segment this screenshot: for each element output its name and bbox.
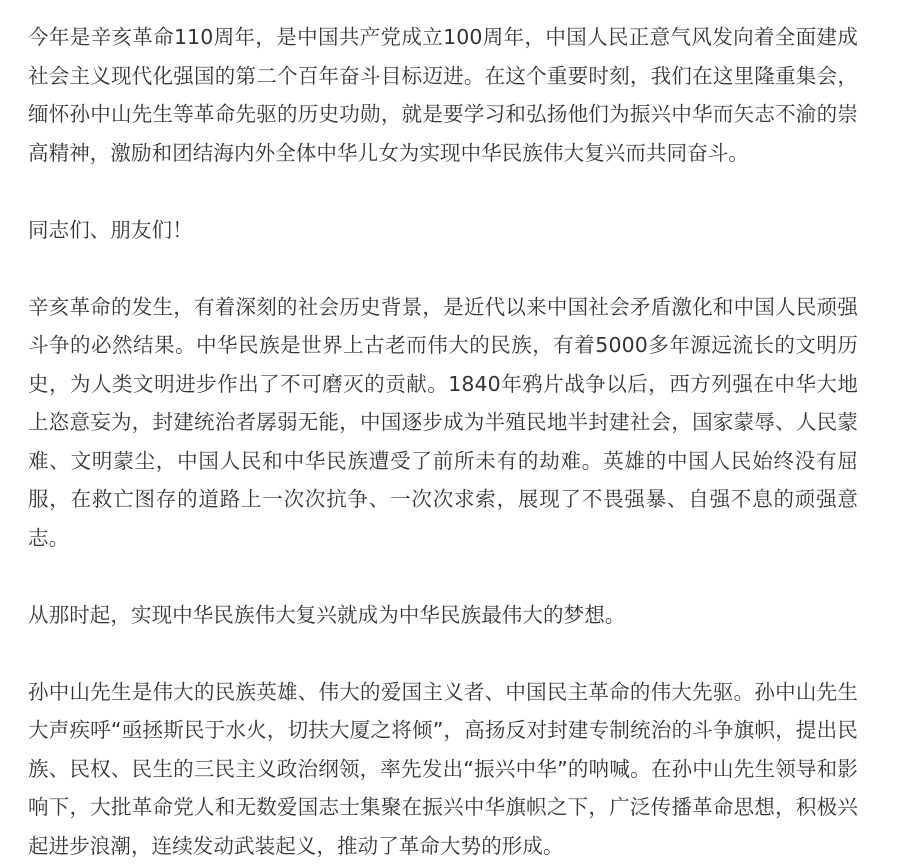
article-body xyxy=(28,18,858,865)
paragraph-sun-yat-sen: 孙中山先生是伟大的民族英雄、伟大的爱国主义者、中国民主革命的伟大先驱。孙中山先生大声疾呼“亟拯斯民于水火，切扶大厦之将倾”，高扬反对封建专制统治的斗争旗帜，提出民族、民权、民生的三民主义政治纲领，率先发出“振兴中华”的呐喊。在孙中山先生领导和影响下，大批革命党人和无数爱国志士集聚在振兴中华旗帜之下，广泛传播革命思想，积极兴起进步浪潮，连续发动武装起义，推动了革命大势的形成。 xyxy=(28,673,858,865)
paragraph-historical-background: 辛亥革命的发生，有着深刻的社会历史背景，是近代以来中国社会矛盾激化和中国人民顽强斗争的必然结果。中华民族是世界上古老而伟大的民族，有着5000多年源远流长的文明历史，为人类文明进步作出了不可磨灭的贡献。1840年鸦片战争以后，西方列强在中华大地上恣意妄为，封建统治者孱弱无能，中国逐步成为半殖民地半封建社会，国家蒙辱、人民蒙难、文明蒙尘，中国人民和中华民族遭受了前所未有的劫难。英雄的中国人民始终没有屈服，在救亡图存的道路上一次次抗争、一次次求索，展现了不畏强暴、自强不息的顽强意志。 xyxy=(28,288,858,558)
paragraph-greeting: 同志们、朋友们！ xyxy=(28,211,858,250)
paragraph-national-dream: 从那时起，实现中华民族伟大复兴就成为中华民族最伟大的梦想。 xyxy=(28,596,858,635)
paragraph-anniversary: 今年是辛亥革命110周年，是中国共产党成立100周年，中国人民正意气风发向着全面建成社会主义现代化强国的第二个百年奋斗目标迈进。在这个重要时刻，我们在这里隆重集会，缅怀孙中山先生等革命先驱的历史功勋，就是要学习和弘扬他们为振兴中华而矢志不渝的崇高精神，激励和团结海内外全体中华儿女为实现中华民族伟大复兴而共同奋斗。 xyxy=(28,18,858,172)
